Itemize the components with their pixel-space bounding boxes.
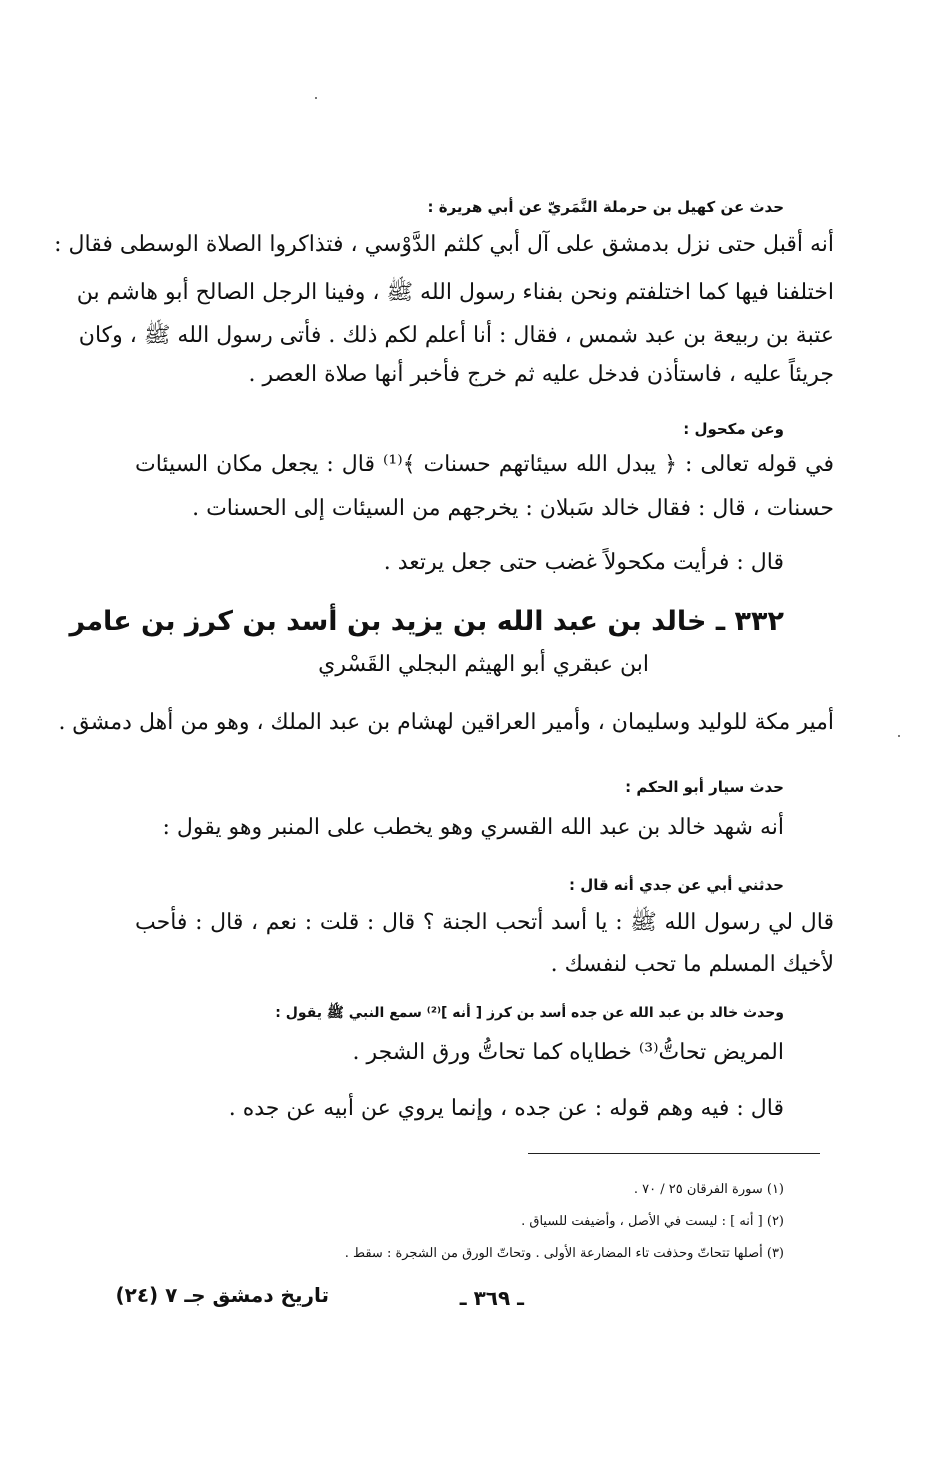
text-line: أنه شهد خالد بن عبد الله القسري وهو يخطب على المنبر وهو يقول : <box>162 815 784 840</box>
entry-heading: ٣٣٢ ـ خالد بن عبد الله بن يزيد بن أسد بن كرز بن عامر <box>69 606 784 637</box>
footnote: (١) سورة الفرقان ٢٥ / ٧٠ . <box>633 1182 784 1197</box>
entry-subheading: ابن عبقري أبو الهيثم البجلي القَسْري <box>318 652 649 677</box>
text-line: قال : فيه وهم قوله : عن جده ، وإنما يروي عن أبيه عن جده . <box>228 1096 784 1121</box>
isnad-line: حدثني أبي عن جدي أنه قال : <box>569 876 784 894</box>
text-line: لأخيك المسلم ما تحب لنفسك . <box>550 952 834 977</box>
footnote: (٢) [ أنه ] : ليست في الأصل ، وأضيفت للسياق . <box>521 1214 784 1229</box>
isnad-line: وحدث خالد بن عبد الله عن جده أسد بن كرز [ أنه ]⁽²⁾ سمع النبي ﷺ يقول : <box>275 1005 784 1021</box>
text-line: عتبة بن ربيعة بن عبد شمس ، فقال : أنا أعلم لكم ذلك . فأتى رسول الله ﷺ ، وكان <box>78 323 834 348</box>
isnad-line: وعن مكحول : <box>683 420 784 438</box>
scan-speck <box>315 97 317 99</box>
text-line: المريض تحاتُّ⁽³⁾ خطاياه كما تحاتُّ ورق الشجر . <box>352 1040 784 1065</box>
book-title: تاريخ دمشق جـ ٧ (٢٤) <box>115 1283 329 1307</box>
scan-speck <box>898 735 900 737</box>
text-line: اختلفنا فيها كما اختلفتم ونحن بفناء رسول الله ﷺ ، وفينا الرجل الصالح أبو هاشم بن <box>76 280 834 305</box>
text-line: جريئاً عليه ، فاستأذن فدخل عليه ثم خرج فأخبر أنها صلاة العصر . <box>248 362 834 387</box>
text-line: حسنات ، قال : فقال خالد سَبلان : يخرجهم من السيئات إلى الحسنات . <box>192 496 834 521</box>
text-line: أنه أقبل حتى نزل بدمشق على آل أبي كلثم الدَّوْسي ، فتذاكروا الصلاة الوسطى فقال : <box>54 232 834 257</box>
text-line: قال لي رسول الله ﷺ : يا أسد أتحب الجنة ؟ قال : قلت : نعم ، قال : فأحب <box>135 910 834 935</box>
footnote-separator <box>528 1153 820 1154</box>
text-line: في قوله تعالى : ﴿ يبدل الله سيئاتهم حسنات ﴾⁽¹⁾ قال : يجعل مكان السيئات <box>135 452 834 477</box>
footnote: (٣) أصلها تتحاتّ وحذفت تاء المضارعة الأولى . وتحاتّ الورق من الشجرة : سقط . <box>344 1246 784 1261</box>
isnad-line: حدث سيار أبو الحكم : <box>625 778 784 796</box>
text-line: أمير مكة للوليد وسليمان ، وأمير العراقين لهشام بن عبد الملك ، وهو من أهل دمشق . <box>58 710 834 735</box>
text-line: قال : فرأيت مكحولاً غضب حتى جعل يرتعد . <box>383 550 784 575</box>
isnad-line: حدث عن كهيل بن حرملة النَّمَريّ عن أبي هريرة : <box>427 198 784 216</box>
page-number: ـ ٣٦٩ ـ <box>459 1286 524 1310</box>
